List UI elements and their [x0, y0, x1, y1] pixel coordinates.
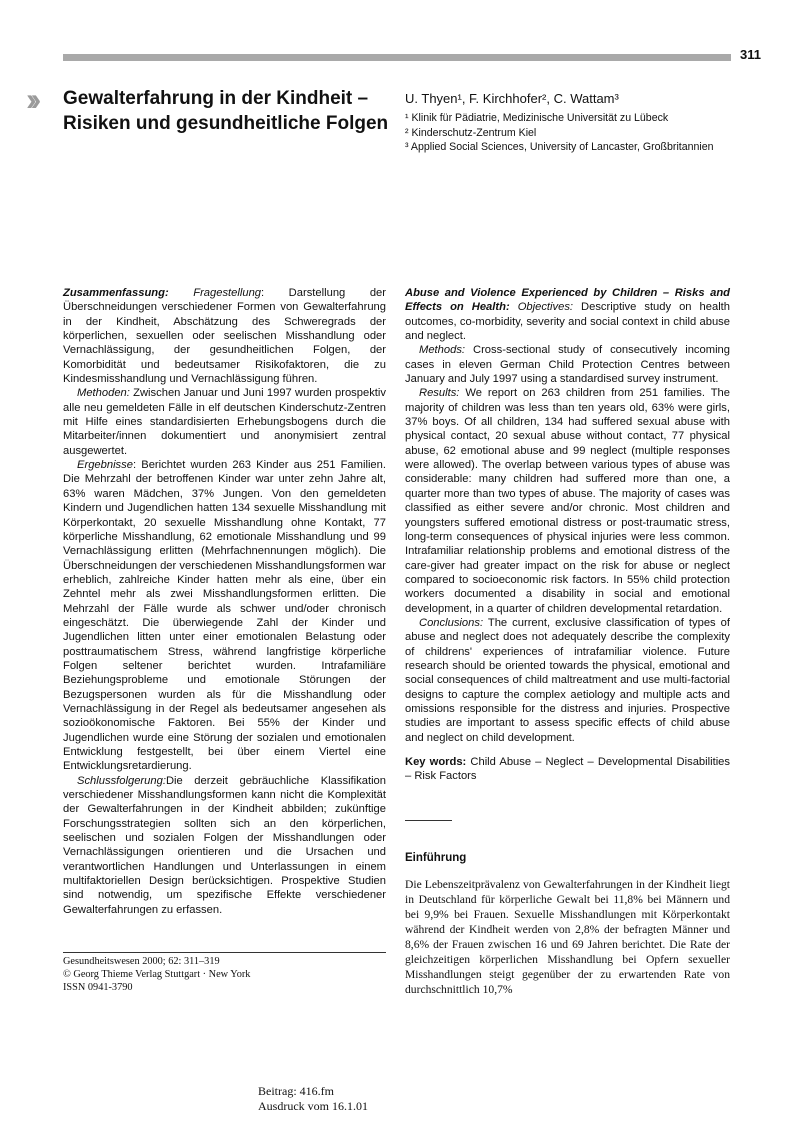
affiliation-1: ¹ Klinik für Pädiatrie, Medizinische Universität zu Lübeck [405, 112, 669, 124]
section-text: We report on 263 children from 251 families. The majority of children was less than ten years old, 63% were girls, 37% boys. Of all children, 134 had suffered sexual abuse with physical contact, 20 sexual abuse without contact, 77 physical abuse, 62 emotional abuse and 99 neglect (multiple responses were allowed). The overlap between various types of abuse was considerable: many children had suffered more than one, a quarter more than two types of abuse. The majority of cases was classified as either severe and/or chronic. Most children and youngsters suffered emotional distress or post-traumatic stress, long-term consequences of physical injuries were less common. Intrafamiliar relationship problems and emotional distress of the care-giver had greater impact on the risk for abuse or neglect compared to socioeconomic risk factors. In 55% child protection workers documented a disability in social and emotional development, in a quarter of children developmental retardation. [405, 387, 730, 615]
abstract-methoden [63, 386, 386, 458]
section-text: Die derzeit gebräuchliche Klassifikation verschiedener Misshandlungsformen kann nicht die Komplexität der Gewalterfahrungen in der Kindheit abbilden; zukünftige Forschungsstrategien sollten sich an den körperlichen, seelischen und sozialen Folgen der Misshandlungen oder Vernachlässigungen orientieren und die Ursachen und verantwortlichen Handlungen und Unterlassungen in einem multifaktoriellen Design berücksichtigen. Prospektive Studien sind notwendig, um spezifische Effekte verschiedener Gewalterfahrungen zu erfassen. [63, 774, 386, 916]
section-divider [405, 820, 452, 821]
chevron-icon: ›› [26, 81, 36, 117]
intro-heading: Einführung [405, 852, 467, 864]
keywords-label: Key words: [405, 756, 467, 768]
abstract-fragestellung [63, 286, 386, 386]
author-names: U. Thyen¹, F. Kirchhofer², C. Wattam³ [405, 91, 619, 106]
section-label: Ergebnisse [77, 459, 133, 472]
abstract-methods [405, 343, 730, 386]
footer-rule [63, 952, 386, 953]
section-label: Objectives: [517, 301, 574, 314]
abstract-ergebnisse [63, 458, 386, 774]
page-number: 311 [740, 47, 761, 62]
section-label: Schlussfolgerung: [77, 774, 166, 787]
section-label: Fragestellung [193, 287, 262, 299]
journal-footer [63, 955, 250, 994]
title-line-2: Risiken und gesundheitliche Folgen [63, 113, 389, 134]
title-line-1: Gewalterfahrung in der Kindheit – [63, 88, 369, 109]
footer-citation: Gesundheitswesen 2000; 62: 311–319 [63, 956, 220, 967]
abstract-label: Zusammenfassung: [63, 287, 169, 299]
beitrag-date: Ausdruck vom 16.1.01 [258, 1099, 368, 1113]
section-text: Descriptive study on health outcomes, co-morbidity, severity and social context in child abuse and neglect. [405, 301, 731, 343]
section-text: The current, exclusive classification of types of abuse and neglect does not adequately describe the complexity of childrens' experiences of intrafamiliar violence. Future research should be oriented towards the physical, emotional and social consequences of child maltreatment and use multi-factorial designs to capture the complex aetiology and multiple acts and omissions responsible for the distress and injuries. Prospective studies are important to assess specific effects of child abuse and neglect on child development. [405, 616, 730, 744]
section-text: : Berichtet wurden 263 Kinder aus 251 Familien. Die Mehrzahl der betroffenen Kinder war unter zehn Jahre alt, 63% waren Mädchen, 37% Jungen. Von den gemeldeten Kindern und Jugendlichen hatten 134 sexuelle Misshandlung mit Körperkontakt, 20 sexuelle Misshandlung ohne Kontakt, 77 körperliche Misshandlung, 62 emotionale Misshandlung und 99 Vernachlässigung erlitten (Mehrfachnennungen möglich). Die Überschneidungen der verschiedenen Misshandlungsformen war erheblich, zahlreiche Kinder hatten mehr als eine, über ein Zehntel mehr als zwei Misshandlungsformen erlitten. Die Mehrzahl der Fälle wurde als schwer und/oder chronisch eingeschätzt. Die überwiegende Zahl der Kinder und Jugendlichen litten unter einer emotionalen Belastung oder posttraumatischem Stress, während langfristige körperliche Folgen seltener berichtet wurden. Intrafamiliäre Beziehungsprobleme und emotionale Störungen der Bezugspersonen wurden als für die Misshandlung oder Vernachlässigung in der Regel als bedeutsamer angesehen als sozioökonomische Faktoren. Bei 55% der Kinder und Jugendlichen wurde eine Störung der sozialen und emotionalen Entwicklung festgestellt, bei über einem Viertel eine Entwicklungsretardierung. [63, 459, 386, 773]
article-title [63, 86, 393, 136]
section-text: Zwischen Januar und Juni 1997 wurden prospektiv alle neu gemeldeten Fälle in elf deutschen Kinderschutz-Zentren mit Hilfe eines standardisierten Erhebungsbogens durch die Mitarbeiter/innen dokumentiert und anonymisiert zentral ausgewertet. [63, 387, 386, 457]
affiliation-3: ³ Applied Social Sciences, University of Lancaster, Großbritannien [405, 141, 714, 153]
section-text: : Darstellung der Überschneidungen verschiedener Formen von Gewalterfahrung in der Kindheit, Abschätzung des Schweregrads der körperlichen, sexuellen oder seelischen Misshandlung oder Vernachlässigung, der gesundheitlichen Folgen, der Komorbidität und bedeutsamer Risikofaktoren, die zu Kindesmisshandlung und Vernachlässigung führen. [63, 287, 386, 386]
header-rule [63, 54, 731, 61]
english-abstract [405, 286, 730, 784]
section-label: Methods: [419, 344, 466, 357]
english-title: Abuse and Violence Experienced by Children – Risks and Effects on Health: [405, 287, 730, 314]
intro-paragraph: Die Lebenszeitprävalenz von Gewalterfahrungen in der Kindheit liegt in Deutschland für körperliche Gewalt bei 11,8% bei Männern und bei 9,9% bei Frauen. Sexuelle Misshandlungen mit Körperkontakt während der Kindheit werden von 2,8% der befragten Männer und 8,6% der Frauen zwischen 16 und 69 Jahren berichtet. Die Rate der gleichzeitigen körperlichen Misshandlung bei Opfern sexueller Misshandlungen steigt gegenüber der zu erwartenden Rate von durchschnittlich 10,7% [405, 878, 730, 996]
author-block [405, 90, 745, 155]
footer-issn: ISSN 0941-3790 [63, 982, 133, 993]
abstract-schlussfolgerung [63, 774, 386, 917]
keywords [405, 755, 730, 784]
keywords-text: Child Abuse – Neglect – Developmental Disabilities – Risk Factors [405, 756, 730, 783]
german-abstract [63, 286, 386, 917]
abstract-conclusions [405, 616, 730, 745]
affiliation-2: ² Kinderschutz-Zentrum Kiel [405, 126, 537, 139]
section-label: Methoden: [77, 387, 130, 400]
section-text: Cross-sectional study of consecutively incoming cases in eleven German Child Protection Centres between January and July 1997 using a standardised survey instrument. [405, 344, 730, 386]
section-label: Results: [419, 387, 460, 400]
section-label: Conclusions: [419, 616, 484, 629]
abstract-results [405, 386, 730, 616]
footer-copyright: © Georg Thieme Verlag Stuttgart · New York [63, 969, 251, 980]
print-info [258, 1084, 368, 1114]
beitrag-file: Beitrag: 416.fm [258, 1084, 334, 1098]
abstract-objectives [405, 286, 730, 343]
